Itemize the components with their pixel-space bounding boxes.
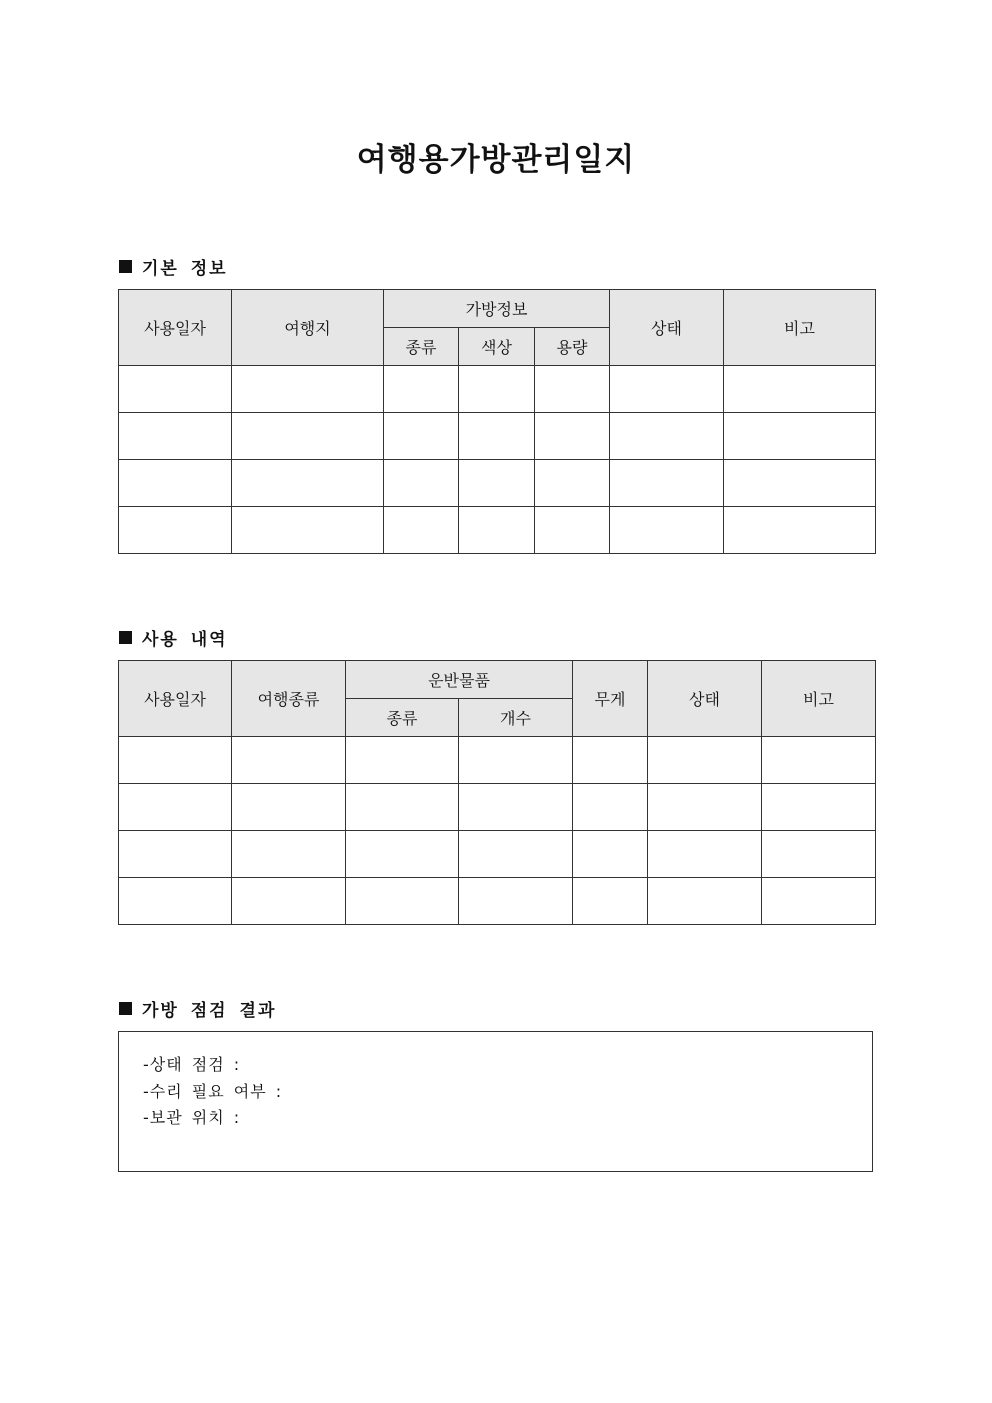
repair-needed-line: -수리 필요 여부 : — [143, 1081, 283, 1101]
table-cell[interactable] — [459, 831, 573, 878]
header-status: 상태 — [610, 290, 724, 366]
header-date: 사용일자 — [119, 661, 232, 737]
table-cell[interactable] — [119, 460, 232, 507]
table-cell[interactable] — [535, 507, 610, 554]
header-bag-info: 가방정보 — [384, 290, 610, 328]
table-cell[interactable] — [119, 507, 232, 554]
table-cell[interactable] — [573, 737, 648, 784]
usage-history-table — [118, 660, 876, 925]
header-items: 운반물품 — [346, 661, 573, 699]
header-weight: 무게 — [573, 661, 648, 737]
table-cell[interactable] — [232, 413, 384, 460]
table-cell[interactable] — [535, 460, 610, 507]
table-row — [119, 784, 876, 831]
table-cell[interactable] — [724, 413, 876, 460]
table-cell[interactable] — [119, 784, 232, 831]
inspection-result-box[interactable] — [118, 1031, 873, 1172]
table-row — [119, 878, 876, 925]
table-cell[interactable] — [648, 831, 762, 878]
storage-location-line: -보관 위치 : — [143, 1108, 241, 1127]
table-cell[interactable] — [724, 366, 876, 413]
table-cell[interactable] — [762, 737, 876, 784]
header-destination: 여행지 — [232, 290, 384, 366]
table-cell[interactable] — [119, 737, 232, 784]
header-date: 사용일자 — [119, 290, 232, 366]
header-type: 종류 — [384, 328, 459, 366]
header-count: 개수 — [459, 699, 573, 737]
table-cell[interactable] — [724, 507, 876, 554]
table-cell[interactable] — [762, 784, 876, 831]
table-row — [119, 831, 876, 878]
table-cell[interactable] — [459, 878, 573, 925]
document-title: 여행용가방관리일지 — [356, 142, 636, 178]
table-cell[interactable] — [535, 413, 610, 460]
table-cell[interactable] — [610, 460, 724, 507]
table-cell[interactable] — [384, 413, 459, 460]
table-cell[interactable] — [459, 413, 535, 460]
table-cell[interactable] — [119, 831, 232, 878]
table-cell[interactable] — [573, 878, 648, 925]
table-cell[interactable] — [119, 366, 232, 413]
table-cell[interactable] — [384, 507, 459, 554]
table-cell[interactable] — [573, 784, 648, 831]
section-usage-history-heading — [119, 625, 228, 650]
table-cell[interactable] — [610, 366, 724, 413]
square-bullet-icon — [119, 1002, 132, 1015]
header-capacity: 용량 — [535, 328, 610, 366]
table-cell[interactable] — [535, 366, 610, 413]
table-row — [119, 413, 876, 460]
table-cell[interactable] — [459, 507, 535, 554]
header-type: 종류 — [346, 699, 459, 737]
table-cell[interactable] — [610, 413, 724, 460]
table-cell[interactable] — [346, 878, 459, 925]
section-heading-text: 가방 점검 결과 — [142, 1001, 277, 1021]
square-bullet-icon — [119, 631, 132, 644]
table-row — [119, 366, 876, 413]
basic-info-table — [118, 289, 876, 554]
table-cell[interactable] — [232, 737, 346, 784]
table-cell[interactable] — [384, 460, 459, 507]
table-cell[interactable] — [346, 831, 459, 878]
table-cell[interactable] — [232, 366, 384, 413]
header-status: 상태 — [648, 661, 762, 737]
table-cell[interactable] — [648, 784, 762, 831]
table-cell[interactable] — [232, 507, 384, 554]
table-cell[interactable] — [119, 413, 232, 460]
section-heading-text: 사용 내역 — [142, 630, 228, 650]
table-cell[interactable] — [232, 878, 346, 925]
table-cell[interactable] — [232, 460, 384, 507]
table-cell[interactable] — [762, 831, 876, 878]
table-cell[interactable] — [232, 784, 346, 831]
table-row — [119, 737, 876, 784]
table-cell[interactable] — [610, 507, 724, 554]
table-cell[interactable] — [573, 831, 648, 878]
table-cell[interactable] — [119, 878, 232, 925]
table-cell[interactable] — [459, 460, 535, 507]
section-inspection-heading — [119, 996, 276, 1021]
table-cell[interactable] — [724, 460, 876, 507]
header-note: 비고 — [724, 290, 876, 366]
table-cell[interactable] — [459, 366, 535, 413]
header-trip-type: 여행종류 — [232, 661, 346, 737]
table-cell[interactable] — [648, 878, 762, 925]
section-basic-info-heading — [119, 254, 228, 279]
status-check-line: -상태 점검 : — [143, 1055, 241, 1074]
table-row — [119, 460, 876, 507]
section-heading-text: 기본 정보 — [142, 259, 228, 279]
table-cell[interactable] — [459, 784, 573, 831]
table-row — [119, 507, 876, 554]
table-cell[interactable] — [232, 831, 346, 878]
header-note: 비고 — [762, 661, 876, 737]
table-cell[interactable] — [762, 878, 876, 925]
header-color: 색상 — [459, 328, 535, 366]
table-cell[interactable] — [648, 737, 762, 784]
table-cell[interactable] — [459, 737, 573, 784]
table-cell[interactable] — [346, 737, 459, 784]
square-bullet-icon — [119, 260, 132, 273]
table-cell[interactable] — [346, 784, 459, 831]
table-cell[interactable] — [384, 366, 459, 413]
